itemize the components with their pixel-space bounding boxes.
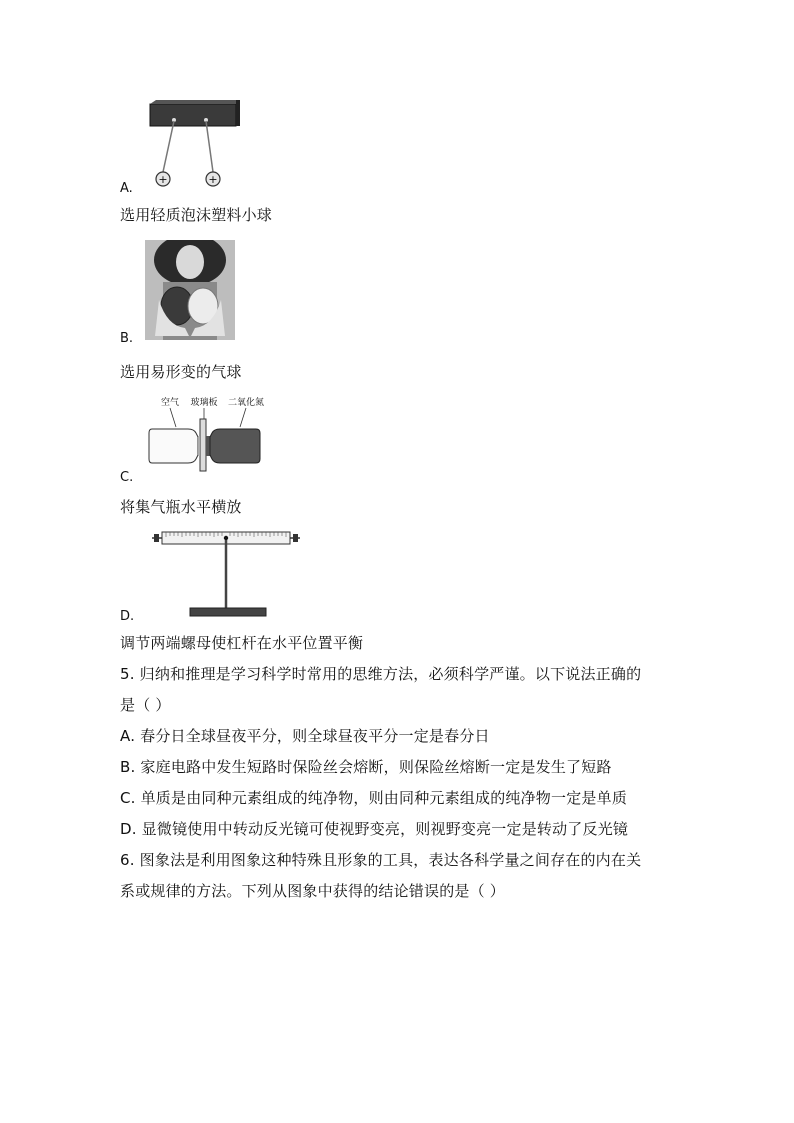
- figure-c-letter: C.: [120, 470, 134, 485]
- figure-b-letter: B.: [120, 331, 134, 346]
- ball-right-sign: +: [208, 173, 218, 186]
- figure-b-balloon-photo: [145, 240, 235, 340]
- balance-nut-right: [293, 534, 298, 542]
- balance-nut-left: [154, 534, 159, 542]
- thread-left: [163, 121, 174, 172]
- jar-no2: [210, 429, 260, 463]
- question5-option-a: A. 春分日全球昼夜平分，则全球昼夜平分一定是春分日: [120, 727, 490, 745]
- figure-d-lever-stand: [150, 528, 302, 620]
- label-glass-plate: 玻璃板: [190, 398, 218, 408]
- figure-d-caption: 调节两端螺母使杠杆在水平位置平衡: [120, 634, 364, 652]
- figure-c-gas-jars: [148, 393, 268, 473]
- figure-b-caption: 选用易形变的气球: [120, 363, 242, 381]
- question6-stem-line2: 系或规律的方法。下列从图象中获得的结论错误的是（ ）: [120, 882, 505, 900]
- suspension-block-side: [236, 100, 240, 126]
- figure-a-charged-balls: [148, 100, 240, 192]
- ball-left-sign: +: [158, 173, 168, 186]
- suspension-block-top: [150, 100, 240, 104]
- question5-option-c: C. 单质是由同种元素组成的纯净物，则由同种元素组成的纯净物一定是单质: [120, 789, 628, 807]
- question5-option-b: B. 家庭电路中发生短路时保险丝会熔断，则保险丝熔断一定是发生了短路: [120, 758, 612, 776]
- suspension-block: [150, 104, 236, 126]
- jar-air: [149, 429, 198, 463]
- thread-right: [206, 121, 213, 172]
- face: [176, 245, 204, 279]
- pivot: [224, 536, 228, 540]
- label-air: 空气: [160, 398, 180, 408]
- figure-a-caption: 选用轻质泡沫塑料小球: [120, 206, 273, 224]
- question5-option-d: D. 显微镜使用中转动反光镜可使视野变亮，则视野变亮一定是转动了反光镜: [120, 820, 629, 838]
- question6-stem-line1: 6. 图象法是利用图象这种特殊且形象的工具，表达各科学量之间存在的内在关: [120, 851, 642, 869]
- figure-c-caption: 将集气瓶水平横放: [120, 498, 242, 516]
- glass-plate: [200, 419, 206, 471]
- stand-base: [190, 608, 266, 616]
- figure-d-letter: D.: [120, 609, 135, 624]
- figure-a-letter: A.: [120, 181, 133, 196]
- question5-stem-line2: 是（ ）: [120, 696, 171, 714]
- question5-stem-line1: 5. 归纳和推理是学习科学时常用的思维方法，必须科学严谨。以下说法正确的: [120, 665, 642, 683]
- label-no2: 二氧化氮: [227, 398, 265, 408]
